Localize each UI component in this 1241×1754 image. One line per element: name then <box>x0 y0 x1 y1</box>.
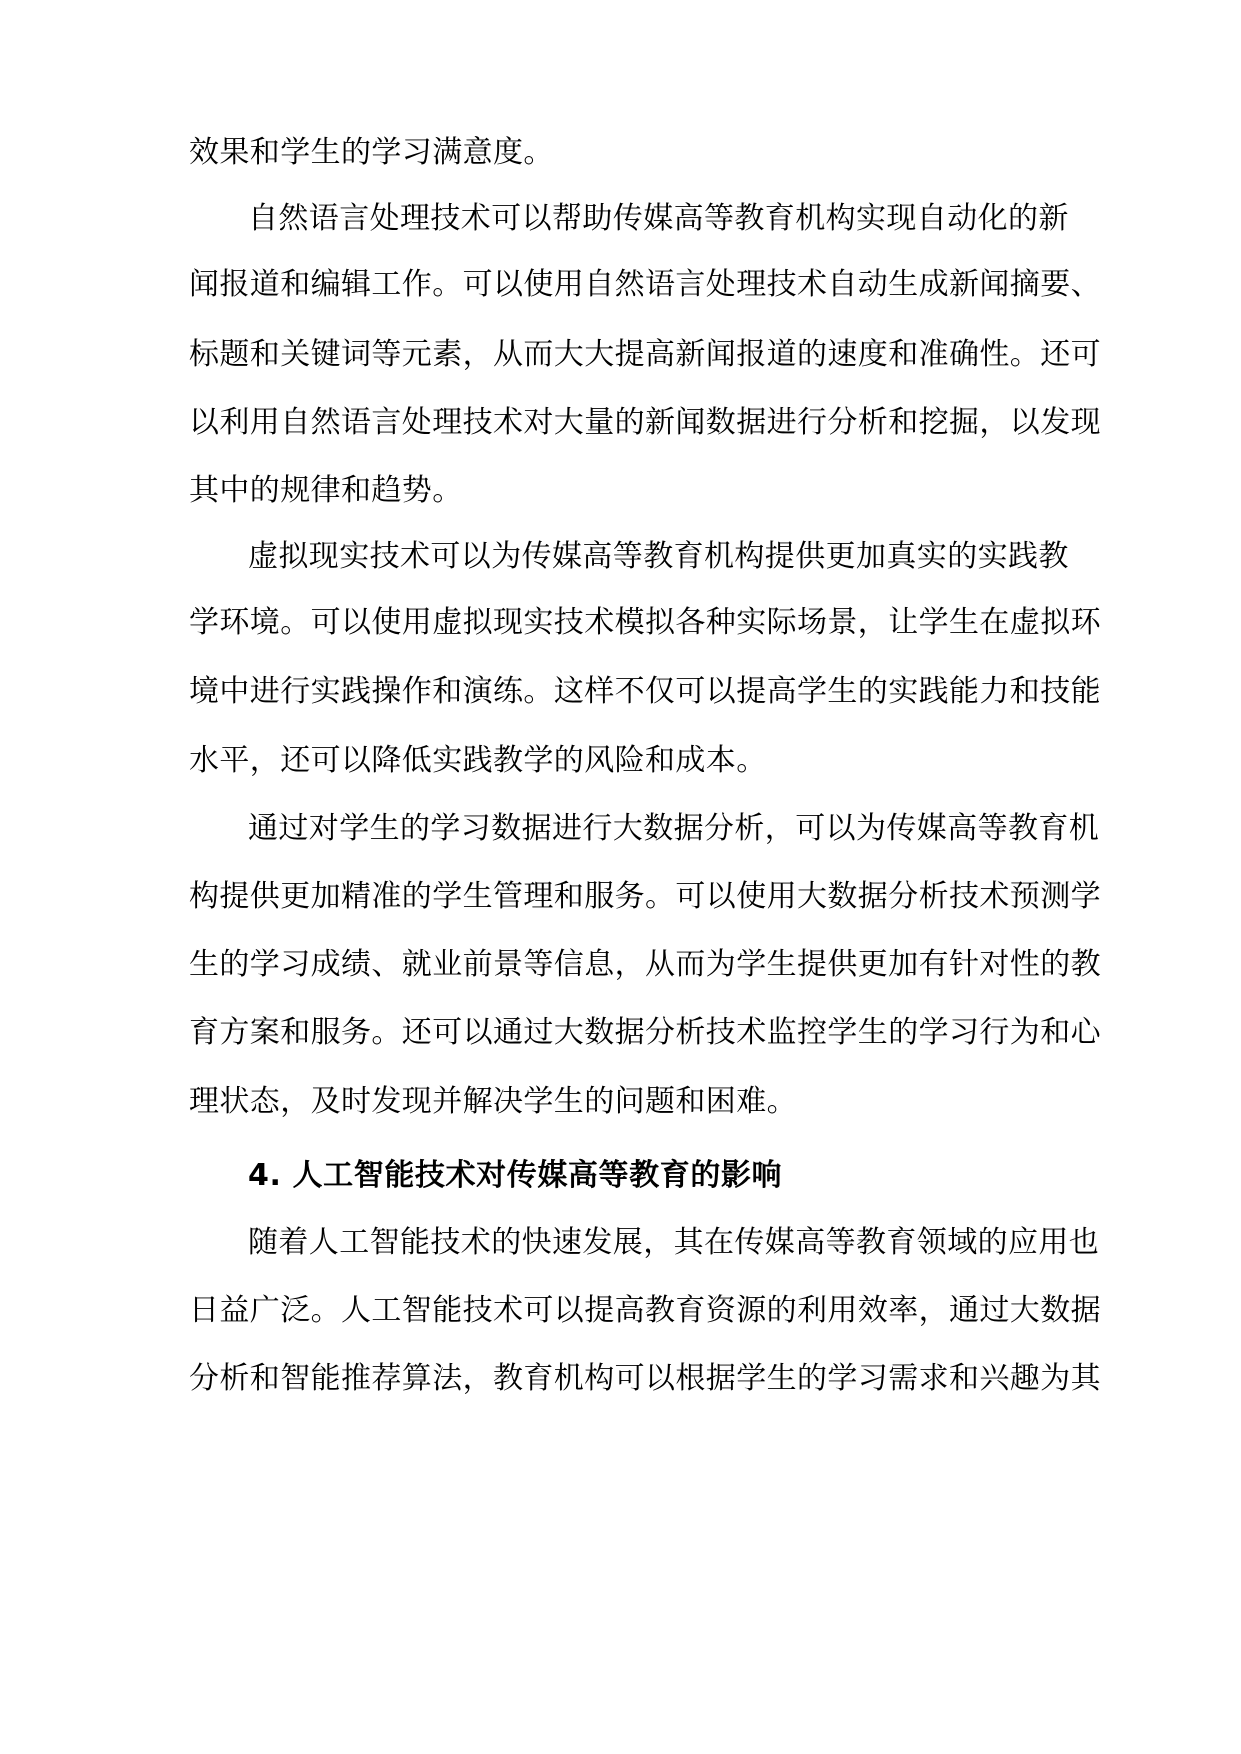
text-line: 境中进行实践操作和演练。这样不仅可以提高学生的实践能力和技能 <box>189 674 1101 709</box>
text-line: 分析和智能推荐算法，教育机构可以根据学生的学习需求和兴趣为其 <box>189 1361 1101 1396</box>
text-line: 闻报道和编辑工作。可以使用自然语言处理技术自动生成新闻摘要、 <box>189 267 1101 302</box>
paragraph-first-line: 通过对学生的学习数据进行大数据分析，可以为传媒高等教育机 <box>248 811 1100 846</box>
text-line: 日益广泛。人工智能技术可以提高教育资源的利用效率，通过大数据 <box>189 1293 1101 1328</box>
section-heading: 4. 人工智能技术对传媒高等教育的影响 <box>248 1158 783 1193</box>
paragraph-first-line: 随着人工智能技术的快速发展，其在传媒高等教育领域的应用也 <box>248 1225 1100 1260</box>
text-line: 生的学习成绩、就业前景等信息，从而为学生提供更加有针对性的教 <box>189 947 1101 982</box>
paragraph-first-line: 自然语言处理技术可以帮助传媒高等教育机构实现自动化的新 <box>248 201 1069 236</box>
text-line: 育方案和服务。还可以通过大数据分析技术监控学生的学习行为和心 <box>189 1015 1101 1050</box>
paragraph-first-line: 虚拟现实技术可以为传媒高等教育机构提供更加真实的实践教 <box>248 539 1069 574</box>
text-line: 水平，还可以降低实践教学的风险和成本。 <box>189 743 767 778</box>
text-line: 以利用自然语言处理技术对大量的新闻数据进行分析和挖掘，以发现 <box>189 405 1101 440</box>
text-line: 效果和学生的学习满意度。 <box>189 135 554 170</box>
text-line: 理状态，及时发现并解决学生的问题和困难。 <box>189 1084 797 1119</box>
text-line: 标题和关键词等元素，从而大大提高新闻报道的速度和准确性。还可 <box>189 337 1101 372</box>
text-line: 学环境。可以使用虚拟现实技术模拟各种实际场景，让学生在虚拟环 <box>189 605 1101 640</box>
text-line: 其中的规律和趋势。 <box>189 473 463 508</box>
text-line: 构提供更加精准的学生管理和服务。可以使用大数据分析技术预测学 <box>189 879 1101 914</box>
